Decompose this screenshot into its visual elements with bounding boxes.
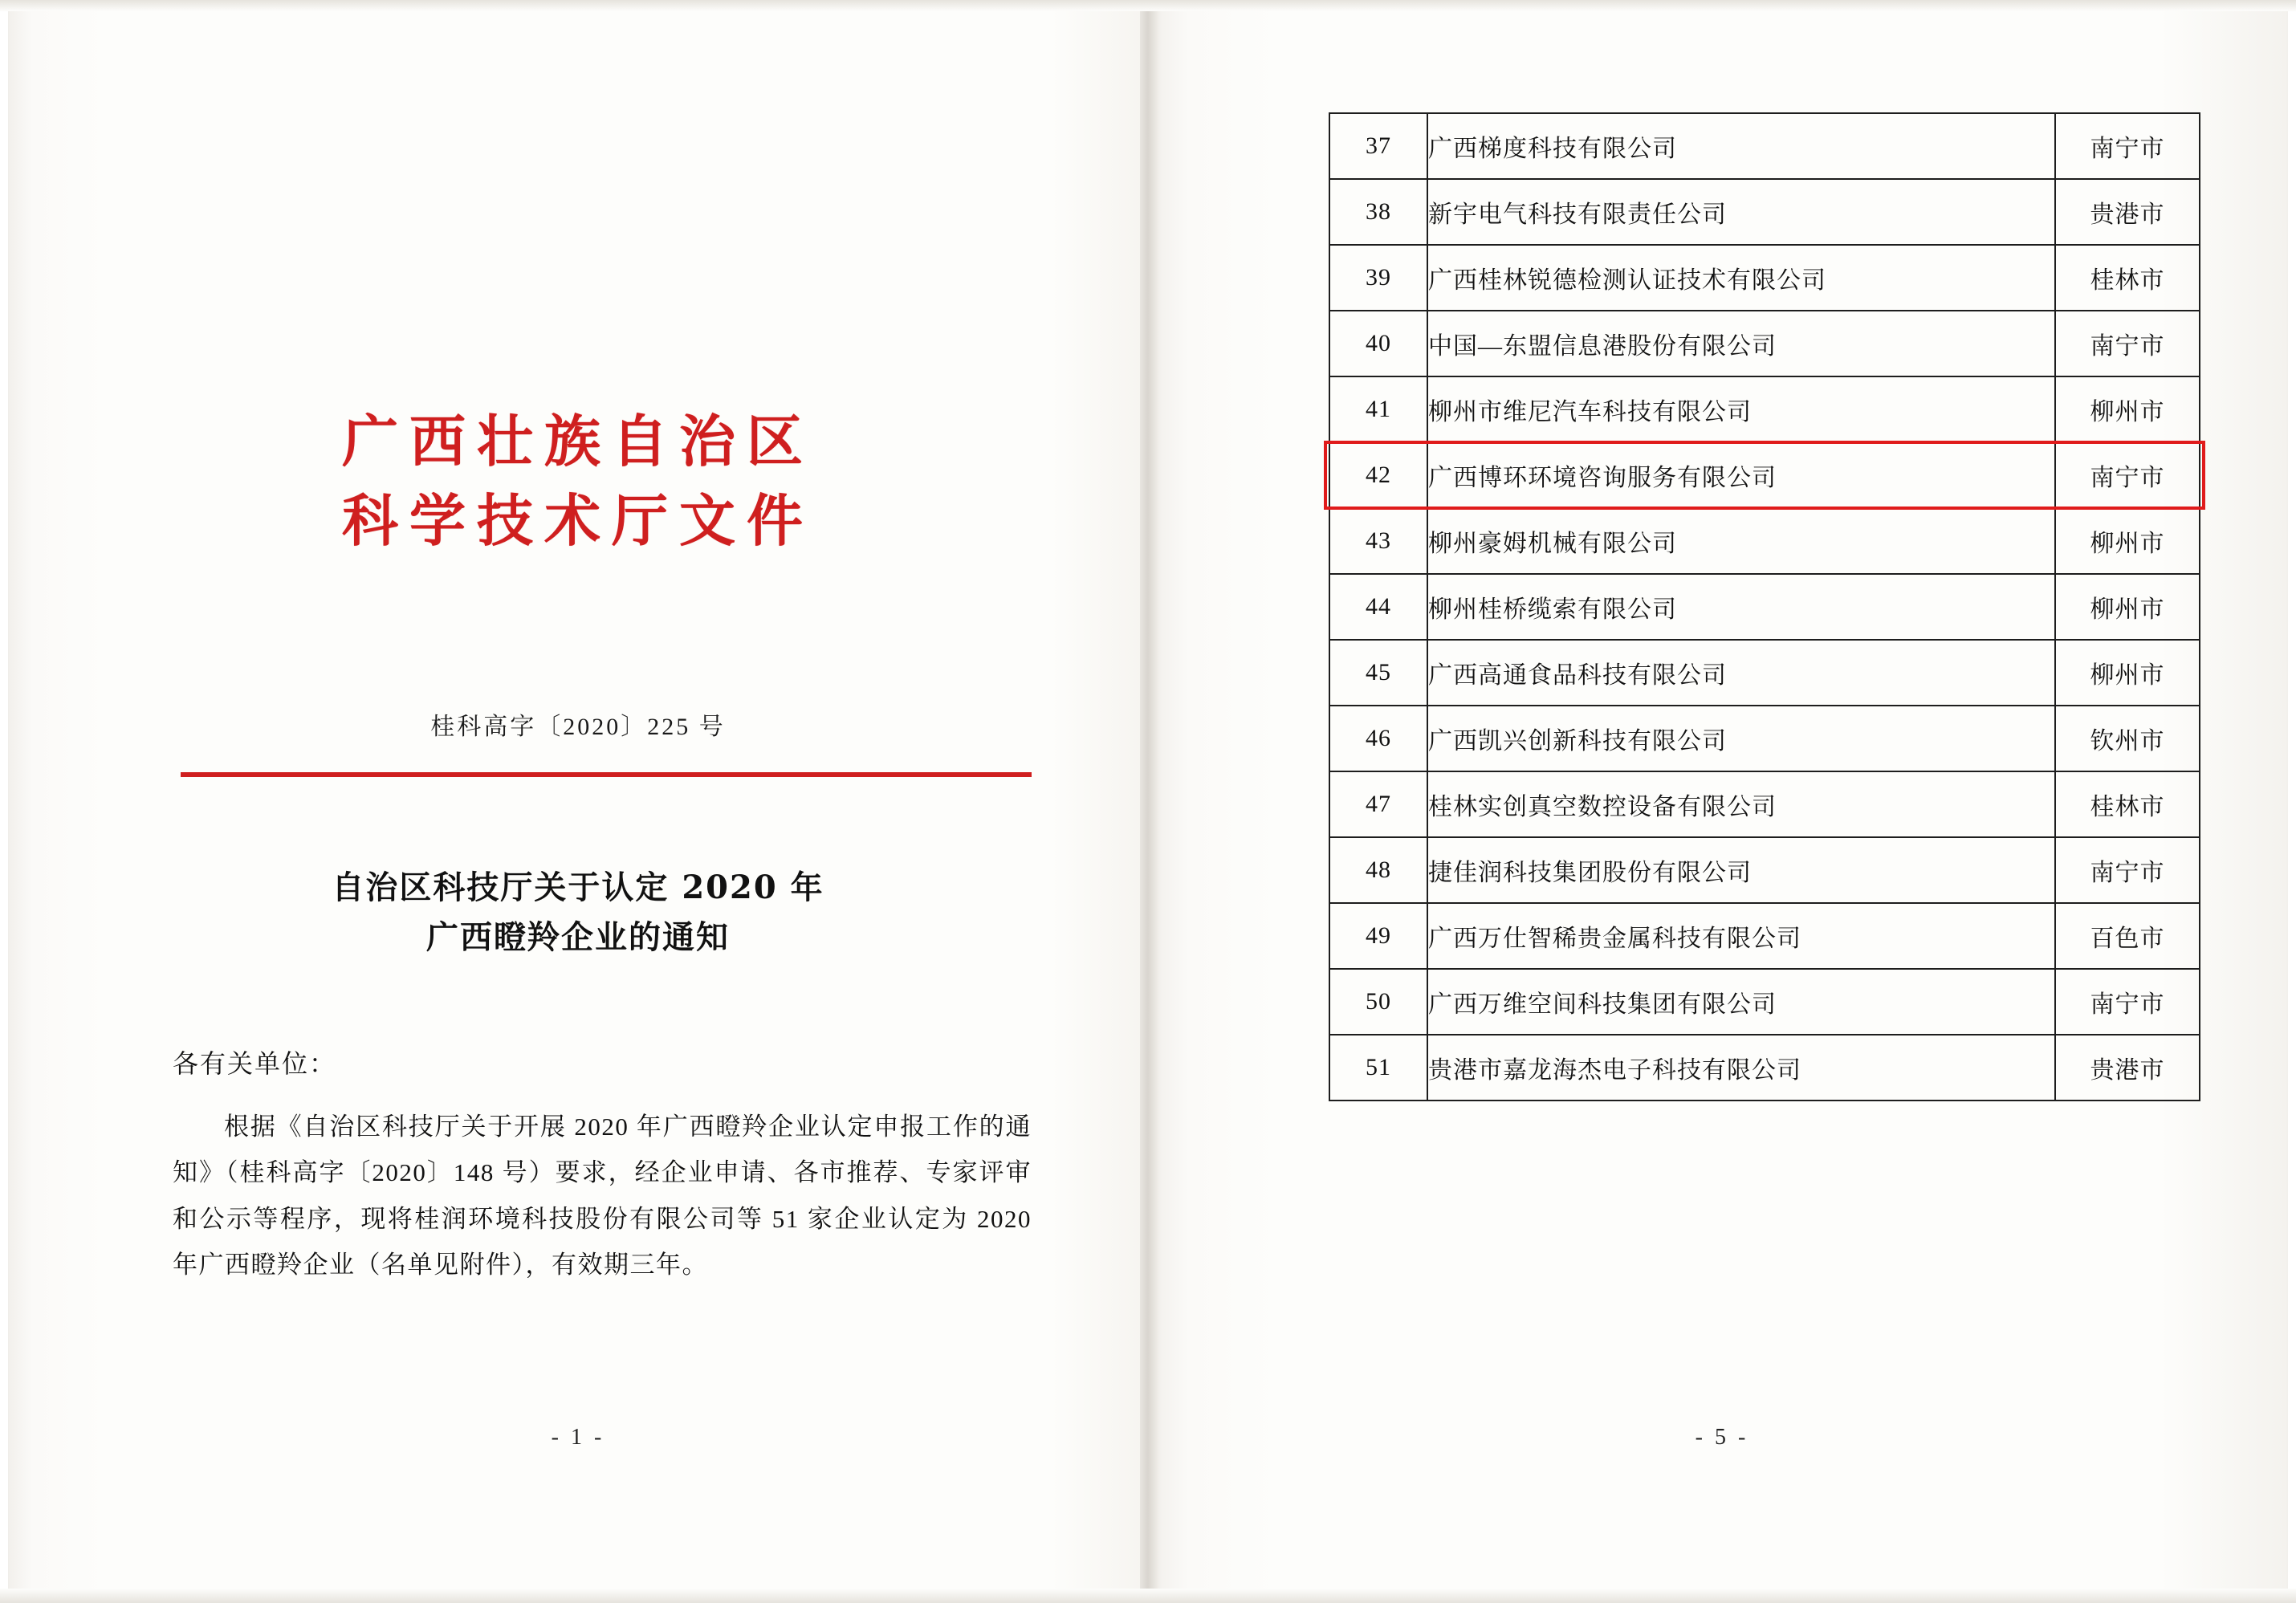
row-index-cell: 37	[1329, 113, 1427, 179]
document-title-line-2: 广西瞪羚企业的通知	[426, 918, 730, 956]
row-index-cell: 47	[1329, 771, 1427, 837]
city-cell: 柳州市	[2055, 640, 2200, 706]
row-index-cell: 51	[1329, 1035, 1427, 1101]
company-name-cell: 贵港市嘉龙海杰电子科技有限公司	[1427, 1035, 2055, 1101]
table-row	[1329, 311, 2200, 376]
city-cell: 贵港市	[2055, 1035, 2200, 1101]
row-index-cell: 43	[1329, 508, 1427, 574]
company-name-cell: 新宇电气科技有限责任公司	[1427, 179, 2055, 245]
company-name-cell: 广西万仕智稀贵金属科技有限公司	[1427, 903, 2055, 969]
document-salutation: 各有关单位：	[173, 1049, 337, 1078]
table-row	[1329, 245, 2200, 311]
company-name-cell: 桂林实创真空数控设备有限公司	[1427, 771, 2055, 837]
company-name-cell: 广西桂林锐德检测认证技术有限公司	[1427, 245, 2055, 311]
row-index-cell: 46	[1329, 706, 1427, 771]
city-cell: 百色市	[2055, 903, 2200, 969]
row-index-cell: 38	[1329, 179, 1427, 245]
document-title	[8, 863, 1148, 962]
page-gutter	[1140, 0, 1159, 1603]
enterprise-list-body	[1329, 113, 2200, 1101]
row-index-cell: 42	[1329, 442, 1427, 508]
city-cell: 钦州市	[2055, 706, 2200, 771]
masthead-line-2: 科学技术厅文件	[342, 487, 814, 555]
appendix-table-wrapper	[1329, 112, 2194, 1101]
document-title-line-1: 自治区科技厅关于认定 2020 年	[332, 869, 824, 906]
row-index-cell: 48	[1329, 837, 1427, 903]
scan-edge-top	[0, 0, 2296, 11]
page-number-right: - 5 -	[1695, 1425, 1749, 1450]
masthead-line-1: 广西壮族自治区	[342, 408, 814, 474]
row-index-cell: 50	[1329, 969, 1427, 1035]
company-name-cell: 柳州豪姆机械有限公司	[1427, 508, 2055, 574]
table-row	[1329, 640, 2200, 706]
company-name-cell: 中国—东盟信息港股份有限公司	[1427, 311, 2055, 376]
row-index-cell: 49	[1329, 903, 1427, 969]
document-body-paragraph: 根据《自治区科技厅关于开展 2020 年广西瞪羚企业认定申报工作的通知》（桂科高字〔2020〕148 号）要求，经企业申请、各市推荐、专家评审和公示等程序，现将桂润环境科技股份有限公司等 51 家企业认定为 2020 年广西瞪羚企业（名单见附件），有效期三年。	[173, 1113, 1032, 1280]
table-row	[1329, 574, 2200, 640]
company-name-cell: 广西博环环境咨询服务有限公司	[1427, 442, 2055, 508]
company-name-cell: 捷佳润科技集团股份有限公司	[1427, 837, 2055, 903]
company-name-cell: 广西梯度科技有限公司	[1427, 113, 2055, 179]
row-index-cell: 39	[1329, 245, 1427, 311]
company-name-cell: 广西高通食品科技有限公司	[1427, 640, 2055, 706]
city-cell: 柳州市	[2055, 508, 2200, 574]
city-cell: 南宁市	[2055, 311, 2200, 376]
row-index-cell: 44	[1329, 574, 1427, 640]
city-cell: 南宁市	[2055, 113, 2200, 179]
city-cell: 南宁市	[2055, 969, 2200, 1035]
table-row	[1329, 837, 2200, 903]
table-row	[1329, 706, 2200, 771]
document-number: 桂科高字〔2020〕225 号	[430, 714, 726, 740]
company-name-cell: 柳州市维尼汽车科技有限公司	[1427, 376, 2055, 442]
table-row	[1329, 113, 2200, 179]
page-number-left: - 1 -	[551, 1425, 605, 1450]
red-divider-rule	[181, 772, 1032, 777]
city-cell: 柳州市	[2055, 376, 2200, 442]
company-name-cell: 柳州桂桥缆索有限公司	[1427, 574, 2055, 640]
row-index-cell: 40	[1329, 311, 1427, 376]
table-row	[1329, 771, 2200, 837]
company-name-cell: 广西凯兴创新科技有限公司	[1427, 706, 2055, 771]
scan-edge-bottom	[0, 1589, 2296, 1603]
row-index-cell: 45	[1329, 640, 1427, 706]
table-row	[1329, 508, 2200, 574]
city-cell: 桂林市	[2055, 245, 2200, 311]
city-cell: 柳州市	[2055, 574, 2200, 640]
city-cell: 南宁市	[2055, 837, 2200, 903]
city-cell: 南宁市	[2055, 442, 2200, 508]
document-masthead	[8, 401, 1148, 561]
city-cell: 贵港市	[2055, 179, 2200, 245]
table-row	[1329, 442, 2200, 508]
table-row	[1329, 903, 2200, 969]
table-row	[1329, 1035, 2200, 1101]
city-cell: 桂林市	[2055, 771, 2200, 837]
enterprise-list-table	[1329, 112, 2200, 1101]
document-body	[173, 1104, 1032, 1288]
company-name-cell: 广西万维空间科技集团有限公司	[1427, 969, 2055, 1035]
table-row	[1329, 969, 2200, 1035]
table-row	[1329, 179, 2200, 245]
table-row	[1329, 376, 2200, 442]
row-index-cell: 41	[1329, 376, 1427, 442]
scanned-page-left	[8, 0, 1148, 1603]
